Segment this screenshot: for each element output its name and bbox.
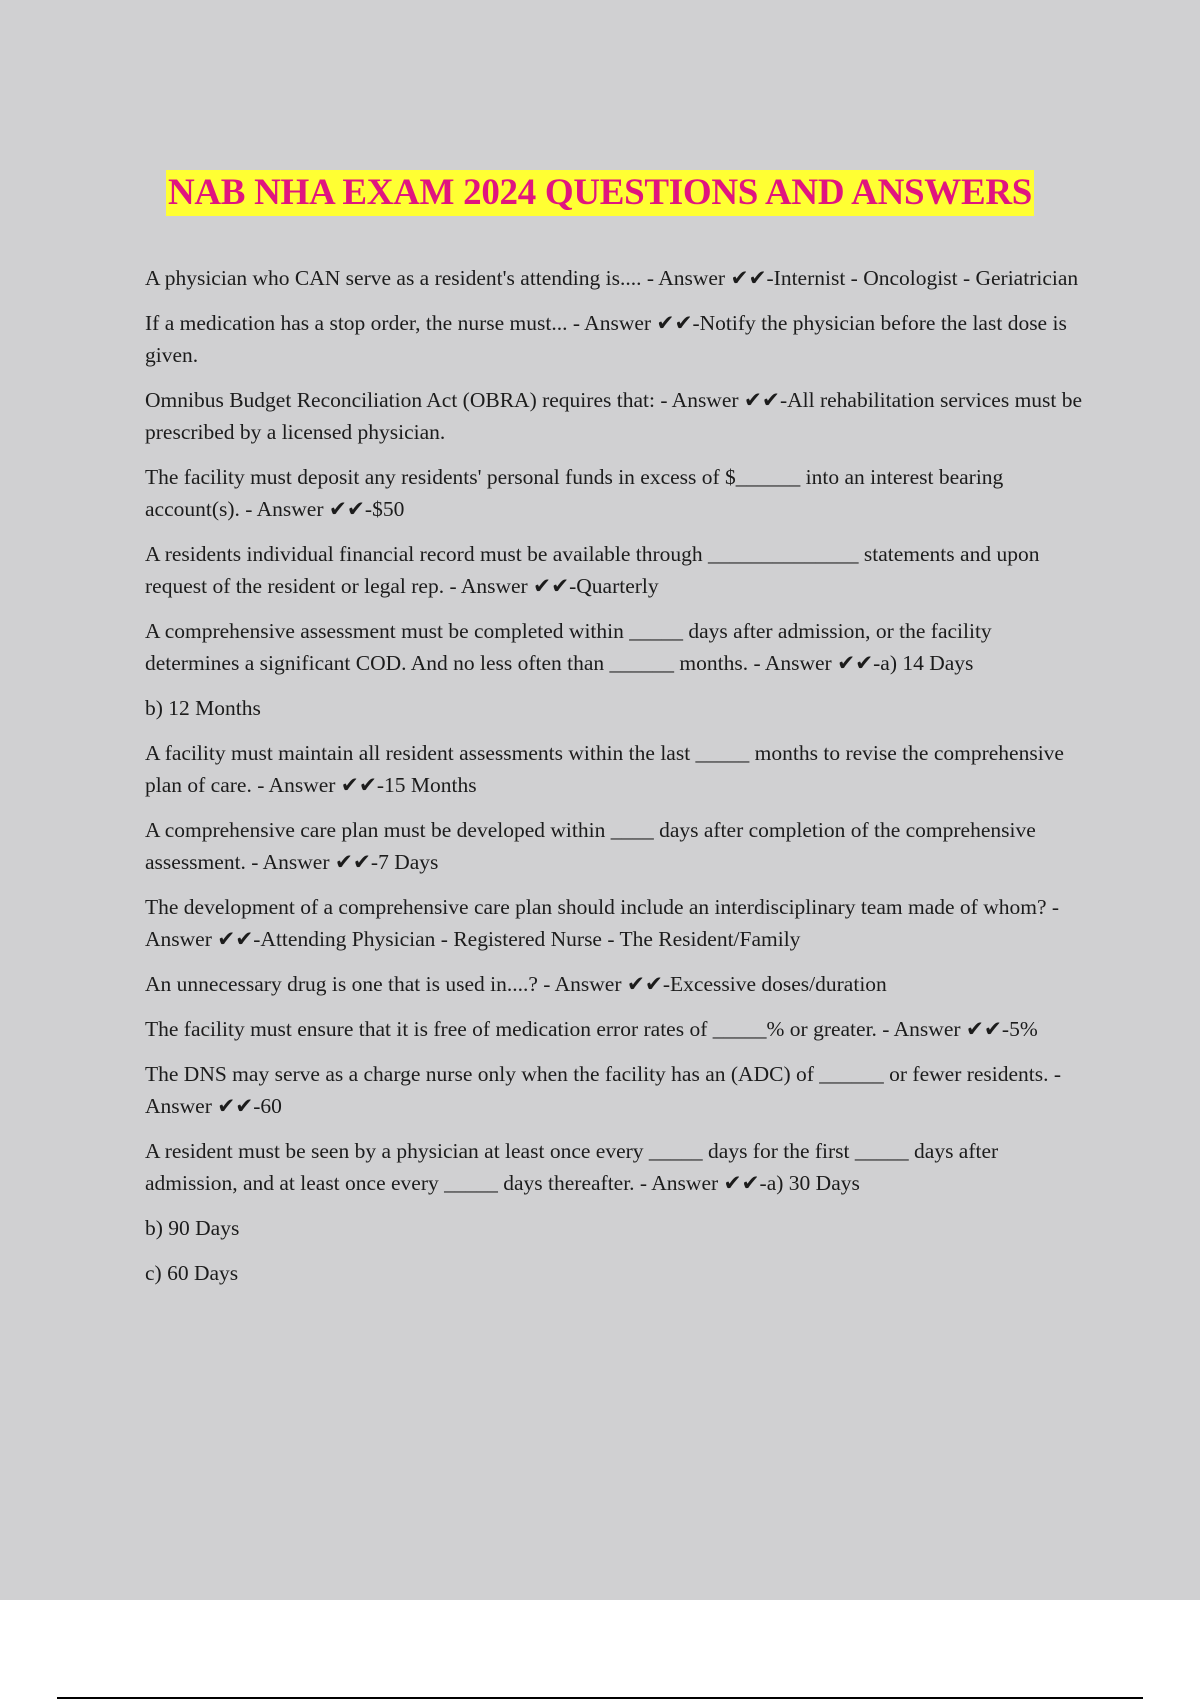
qa-paragraph: b) 90 Days xyxy=(145,1216,240,1240)
qa-paragraph: A comprehensive care plan must be developed within ____ days after completion of the comprehensive assessment. - Answer ✔✔-7 Days xyxy=(145,818,1036,874)
qa-paragraph: b) 12 Months xyxy=(145,696,261,720)
qa-paragraph: The facility must ensure that it is free of medication error rates of _____% or greater. - Answer ✔✔-5% xyxy=(145,1017,1038,1041)
qa-paragraph: A residents individual financial record must be available through ______________ statements and upon request of the resident or legal rep. - Answer ✔✔-Quarterly xyxy=(145,542,1040,598)
qa-paragraph: A comprehensive assessment must be completed within _____ days after admission, or the facility determines a significant COD. And no less often than ______ months. - Answer ✔✔-a) 14 Days xyxy=(145,619,992,675)
qa-content xyxy=(145,262,1090,1302)
qa-paragraph: The development of a comprehensive care plan should include an interdisciplinary team made of whom? - Answer ✔✔-Attending Physician - Registered Nurse - The Resident/Family xyxy=(145,895,1060,951)
qa-paragraph: The facility must deposit any residents' personal funds in excess of $______ into an interest bearing account(s). - Answer ✔✔-$50 xyxy=(145,465,1004,521)
title-container xyxy=(0,170,1200,216)
qa-paragraph: A facility must maintain all resident assessments within the last _____ months to revise the comprehensive plan of care. - Answer ✔✔-15 Months xyxy=(145,741,1064,797)
qa-paragraph: c) 60 Days xyxy=(145,1261,239,1285)
qa-paragraph: A resident must be seen by a physician at least once every _____ days for the first _____ days after admission, and at least once every _____ days thereafter. - Answer ✔✔-a) 30 Days xyxy=(145,1139,999,1195)
page-divider xyxy=(57,1697,1143,1699)
qa-paragraph: A physician who CAN serve as a resident's attending is.... - Answer ✔✔-Internist - Oncologist - Geriatrician xyxy=(145,266,1079,290)
document-title: NAB NHA EXAM 2024 QUESTIONS AND ANSWERS xyxy=(166,170,1034,216)
qa-paragraph: An unnecessary drug is one that is used in....? - Answer ✔✔-Excessive doses/duration xyxy=(145,972,887,996)
qa-paragraph: If a medication has a stop order, the nurse must... - Answer ✔✔-Notify the physician before the last dose is given. xyxy=(145,311,1067,367)
qa-paragraph: The DNS may serve as a charge nurse only when the facility has an (ADC) of ______ or fewer residents. - Answer ✔✔-60 xyxy=(145,1062,1062,1118)
qa-paragraph: Omnibus Budget Reconciliation Act (OBRA) requires that: - Answer ✔✔-All rehabilitation services must be prescribed by a licensed physician. xyxy=(145,388,1083,444)
